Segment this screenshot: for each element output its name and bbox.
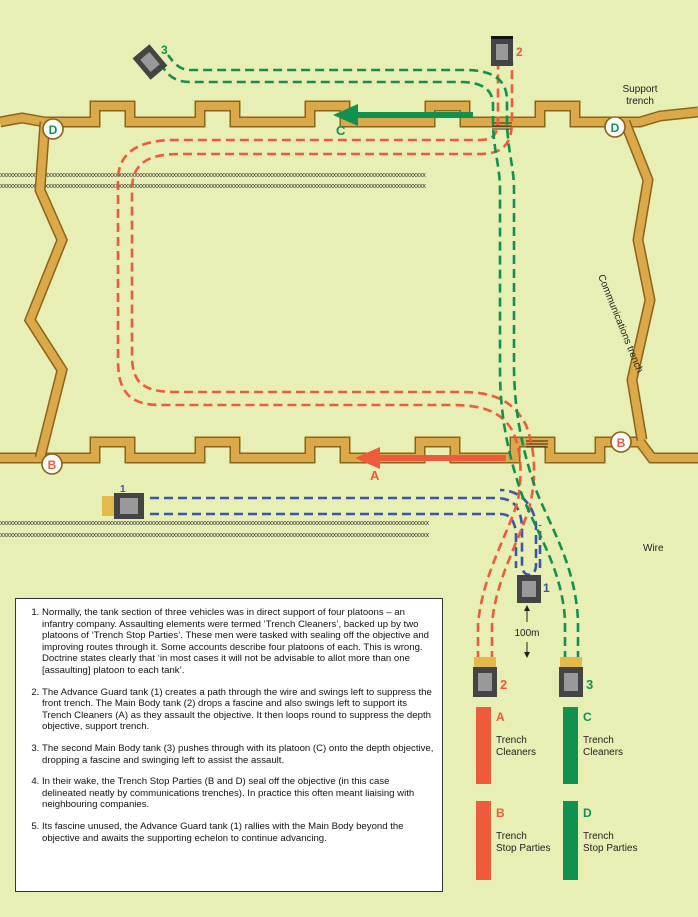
front-trench [0,442,698,458]
notes-box [15,598,443,892]
tank-3-route [160,55,578,660]
distance-measure [514,605,539,658]
tank-1-icon [517,575,550,603]
svg-text:D: D [610,121,620,135]
svg-text:xxxxxxxxxxxxxxxxxxxxxxxxxxxxxx: xxxxxxxxxxxxxxxxxxxxxxxxxxxxxxxxxxxxxxxxxxxxxxxxxxxxxxxxxxxxxxxxxxxxxxxxxxxxxxxxxxxxxxxxxxxxxxxxxxxxxxxxxxxxxxxxxxxxxxxxxxxxxxxxxxxxxx [0,520,429,527]
unit-a-name-2: Cleaners [496,747,537,758]
svg-text:B: B [47,458,57,472]
unit-d-name-2: Stop Parties [583,843,638,854]
support-trench-label-1: Support [622,84,658,95]
notes-list [22,607,434,844]
distance-label: 100m [514,628,540,639]
svg-text:xxxxxxxxxxxxxxxxxxxxxxxxxxxxxx: xxxxxxxxxxxxxxxxxxxxxxxxxxxxxxxxxxxxxxxxxxxxxxxxxxxxxxxxxxxxxxxxxxxxxxxxxxxxxxxxxxxxxxxxxxxxxxxxxxxxxxxxxxxxxxxxxxxxxxxxxxxxxxxxxxxxx [0,183,426,190]
arrow-a-label: A [370,468,380,483]
unit-a [476,707,536,784]
unit-d [563,801,637,880]
unit-b [476,801,550,880]
unit-a-letter: A [496,710,505,724]
unit-b-name-1: Trench [496,831,527,842]
note-5: 5. Its fascine unused, the Advance Guard tank (1) rallies with the Main Body beyond the objective and awaits the supporting echelon to continue advancing. [42,821,434,844]
tank-2-route [118,62,534,660]
note-3: 3. The second Main Body tank (3) pushes through with its platoon (C) onto the depth objective, dropping a fascine and swinging left to assist the assault. [42,743,434,766]
svg-text:xxxxxxxxxxxxxxxxxxxxxxxxxxxxxx: xxxxxxxxxxxxxxxxxxxxxxxxxxxxxxxxxxxxxxxxxxxxxxxxxxxxxxxxxxxxxxxxxxxxxxxxxxxxxxxxxxxxxxxxxxxxxxxxxxxxxxxxxxxxxxxxxxxxxxxxxxxxxxxxxxxxxx [0,532,429,539]
tank-2-number-bottom: 2 [500,677,508,692]
unit-a-name-1: Trench [496,735,527,746]
tank-1-number: 1 [543,581,550,595]
tank-1-icon-left [102,484,144,519]
unit-b-name-2: Stop Parties [496,843,551,854]
unit-c-name-2: Cleaners [583,747,624,758]
marker-b-right [611,432,631,452]
wire-label: Wire [643,543,664,554]
note-1: 1. Normally, the tank section of three vehicles was in direct support of four platoons – an infantry company. Assaulting elements were termed ‘Trench Cleaners’, backed up by two platoons of ‘Trench Stop Parties’. These men were tasked with sealing off the objective and improving routes through it. Some accounts describe four platoons of each. This is wrong. Doctrine states clearly that ‘in most cases it will not be advisable to allot more than one [assaulting] platoon to each tank’. [42,607,434,677]
wire-top [0,172,426,190]
unit-c-name-1: Trench [583,735,614,746]
communications-trench-label: Communications trench [595,273,645,375]
arrow-a [355,447,506,483]
unit-d-letter: D [583,806,592,820]
communications-trench-right [625,122,650,440]
svg-text:B: B [616,436,626,450]
wire-bottom [0,520,430,539]
svg-text:xxxxxxxxxxxxxxxxxxxxxxxxxxxxxx: xxxxxxxxxxxxxxxxxxxxxxxxxxxxxxxxxxxxxxxxxxxxxxxxxxxxxxxxxxxxxxxxxxxxxxxxxxxxxxxxxxxxxxxxxxxxxxxxxxxxxxxxxxxxxxxxxxxxxxxxxxxxxxxxxxxxx [0,172,426,179]
tank-3-icon-bottom [559,657,593,697]
tank-3-number-top: 3 [161,43,168,57]
support-trench-label-2: trench [626,96,654,107]
tank-2-icon-bottom [473,657,507,697]
note-4: 4. In their wake, the Trench Stop Parties (B and D) seal off the objective (in this case delineated neatly by communications trenches). In practice this often meant liaising with neighbouring companies. [42,776,434,811]
unit-c-letter: C [583,710,592,724]
svg-text:D: D [48,123,58,137]
marker-b-left [42,454,62,474]
note-2: 2. The Advance Guard tank (1) creates a path through the wire and swings left to suppress the front trench. The Main Body tank (2) drops a fascine and also swings left to support its Trench Cleaners (A) as they assault the objective. It then loops round to suppress the depth objective, support trench. [42,687,434,733]
marker-d-right [605,117,625,137]
tank-2-number: 2 [516,45,523,59]
marker-d-left [43,119,63,139]
tank-2-icon [491,36,523,66]
tank-1-number-left: 1 [120,484,126,495]
unit-c [563,707,623,784]
arrow-c-label: C [336,123,346,138]
unit-b-letter: B [496,806,505,820]
tank-3-number-bottom: 3 [586,677,594,692]
unit-d-name-1: Trench [583,831,614,842]
